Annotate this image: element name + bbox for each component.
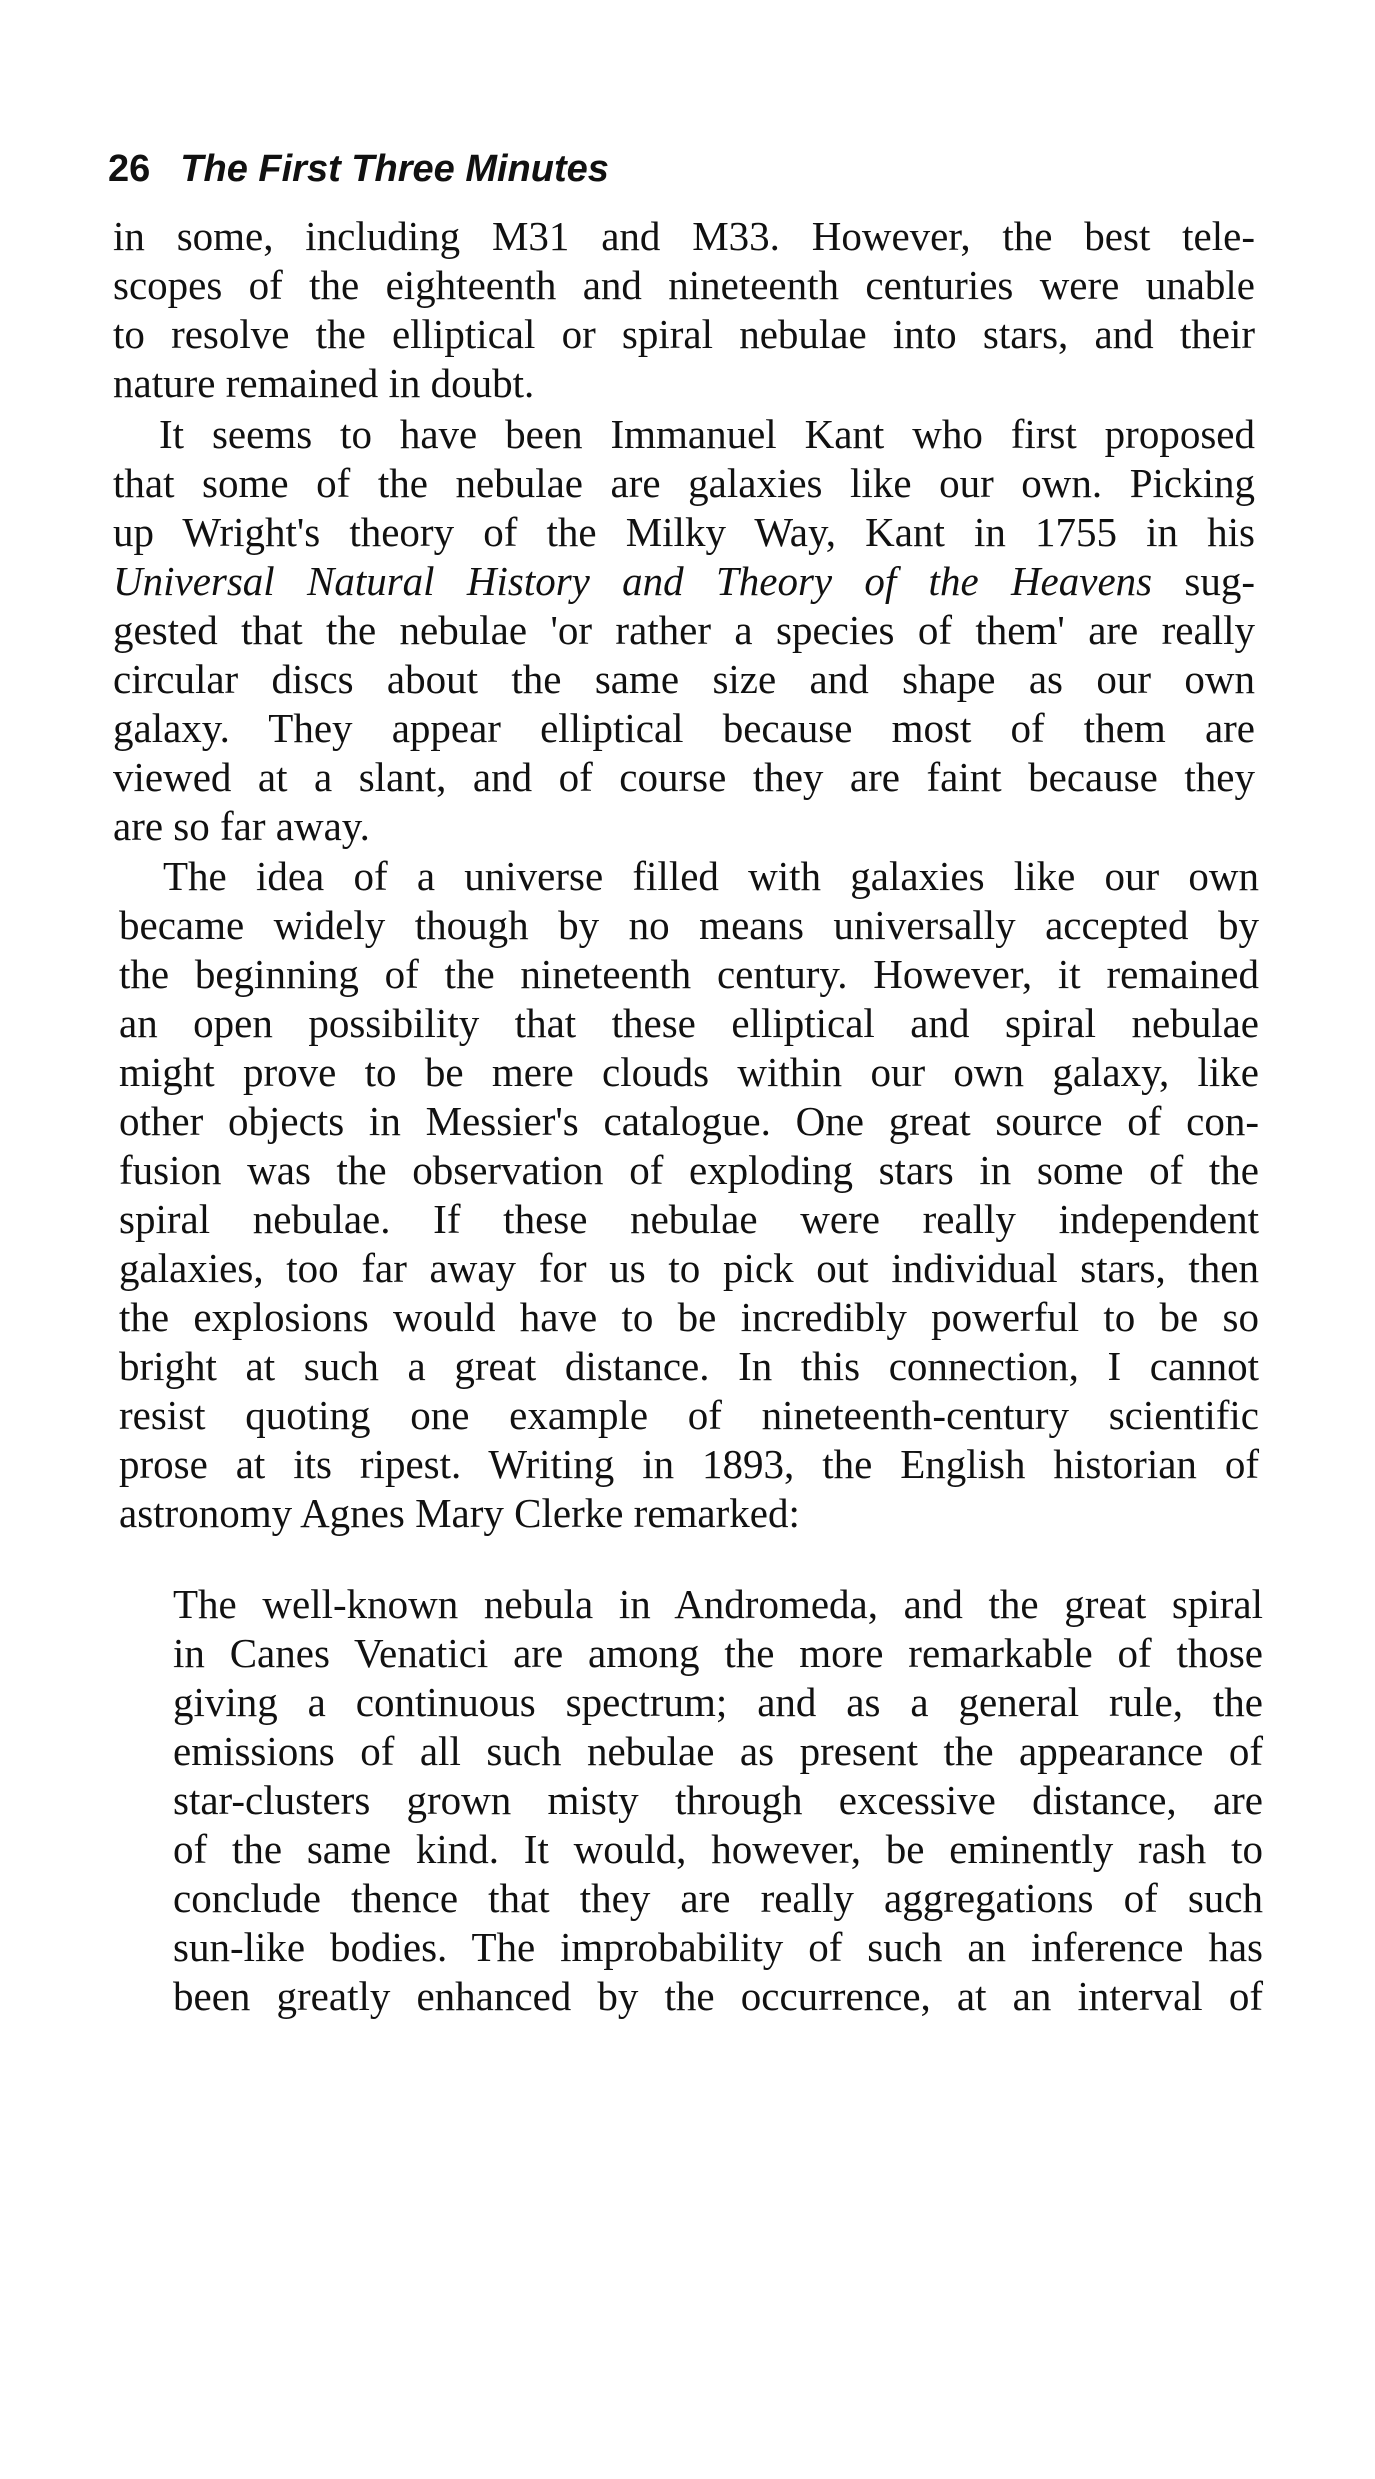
quote-line: in Canes Venatici are among the more remarkable of those: [173, 1630, 1263, 1676]
text-line: an open possibility that these elliptical and spiral nebulae: [119, 1000, 1259, 1046]
quote-line: emissions of all such nebulae as present the appearance of: [173, 1728, 1263, 1774]
book-title-italic: Universal Natural History and Theory of the Heavens: [113, 558, 1153, 604]
quote-line: been greatly enhanced by the occurrence, at an interval of: [173, 1973, 1263, 2019]
quote-line: star-clusters grown misty through excessive distance, are: [173, 1777, 1263, 1823]
text-line: to resolve the elliptical or spiral nebulae into stars, and their: [113, 311, 1255, 357]
text-line: galaxy. They appear elliptical because most of them are: [113, 705, 1255, 751]
text-line: [113, 557, 1255, 606]
book-title: The First Three Minutes: [180, 148, 609, 190]
text-line: in some, including M31 and M33. However, the best tele-: [113, 213, 1255, 259]
text-line: are so far away.: [113, 803, 370, 849]
text-line: the explosions would have to be incredibly powerful to be so: [119, 1294, 1259, 1340]
quote-line: of the same kind. It would, however, be eminently rash to: [173, 1826, 1263, 1872]
text-line: the beginning of the nineteenth century. However, it remained: [119, 951, 1259, 997]
text-line: spiral nebulae. If these nebulae were really independent: [119, 1196, 1259, 1242]
text-line: might prove to be mere clouds within our own galaxy, like: [119, 1049, 1259, 1095]
text-line: scopes of the eighteenth and nineteenth centuries were unable: [113, 262, 1255, 308]
quote-line: conclude thence that they are really aggregations of such: [173, 1875, 1263, 1921]
quote-line: sun-like bodies. The improbability of such an inference has: [173, 1924, 1263, 1970]
text-line: gested that the nebulae 'or rather a species of them' are really: [113, 607, 1255, 653]
text-line: resist quoting one example of nineteenth-century scientific: [119, 1392, 1259, 1438]
text-line: fusion was the observation of exploding stars in some of the: [119, 1147, 1259, 1193]
quote-line: The well-known nebula in Andromeda, and the great spiral: [173, 1581, 1263, 1627]
text-line: galaxies, too far away for us to pick out individual stars, then: [119, 1245, 1259, 1291]
paragraph-1: [113, 212, 1255, 408]
text-line: circular discs about the same size and shape as our own: [113, 656, 1255, 702]
paragraph-3: [119, 852, 1259, 1538]
text-line: astronomy Agnes Mary Clerke remarked:: [119, 1490, 800, 1536]
text-line: became widely though by no means universally accepted by: [119, 902, 1259, 948]
text-line: viewed at a slant, and of course they are faint because they: [113, 754, 1255, 800]
quote-line: giving a continuous spectrum; and as a general rule, the: [173, 1679, 1263, 1725]
running-head: [108, 146, 609, 192]
text-line: nature remained in doubt.: [113, 360, 535, 406]
paragraph-2: [113, 410, 1255, 851]
text-line: up Wright's theory of the Milky Way, Kant in 1755 in his: [113, 509, 1255, 555]
text-line: prose at its ripest. Writing in 1893, the English historian of: [119, 1441, 1259, 1487]
text-line: bright at such a great distance. In this connection, I cannot: [119, 1343, 1259, 1389]
block-quotation: [173, 1580, 1263, 2021]
page-number: 26: [108, 148, 151, 190]
text-line: The idea of a universe filled with galaxies like our own: [163, 853, 1259, 899]
text-fragment: sug-: [1152, 558, 1256, 604]
text-line: that some of the nebulae are galaxies like our own. Picking: [113, 460, 1255, 506]
text-line: It seems to have been Immanuel Kant who first proposed: [159, 411, 1255, 457]
text-line: other objects in Messier's catalogue. One great source of con-: [119, 1098, 1259, 1144]
